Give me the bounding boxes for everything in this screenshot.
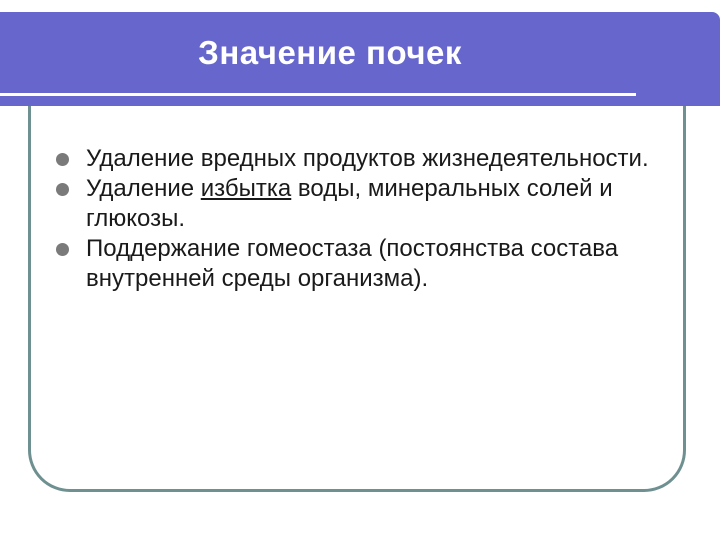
bullet-text-prefix: Удаление xyxy=(86,175,201,202)
bullet-text-suffix: воды, минеральных солей и глюкозы. xyxy=(86,175,613,232)
bullet-dot-icon xyxy=(56,153,69,166)
bullet-item xyxy=(56,174,696,234)
bullet-text: Поддержание гомеостаза (постоянства состава внутренней среды организма). xyxy=(86,235,619,292)
bullet-dot-icon xyxy=(56,243,69,256)
bullet-list xyxy=(56,144,696,294)
bullet-item xyxy=(56,234,696,294)
slide-title: Значение почек xyxy=(198,34,462,71)
bullet-text-underlined: избытка xyxy=(200,175,292,202)
bullet-dot-icon xyxy=(56,183,69,196)
bullet-item xyxy=(56,144,696,174)
title-underline xyxy=(0,93,636,96)
bullet-text: Удаление вредных продуктов жизнедеятельности. xyxy=(86,145,649,172)
